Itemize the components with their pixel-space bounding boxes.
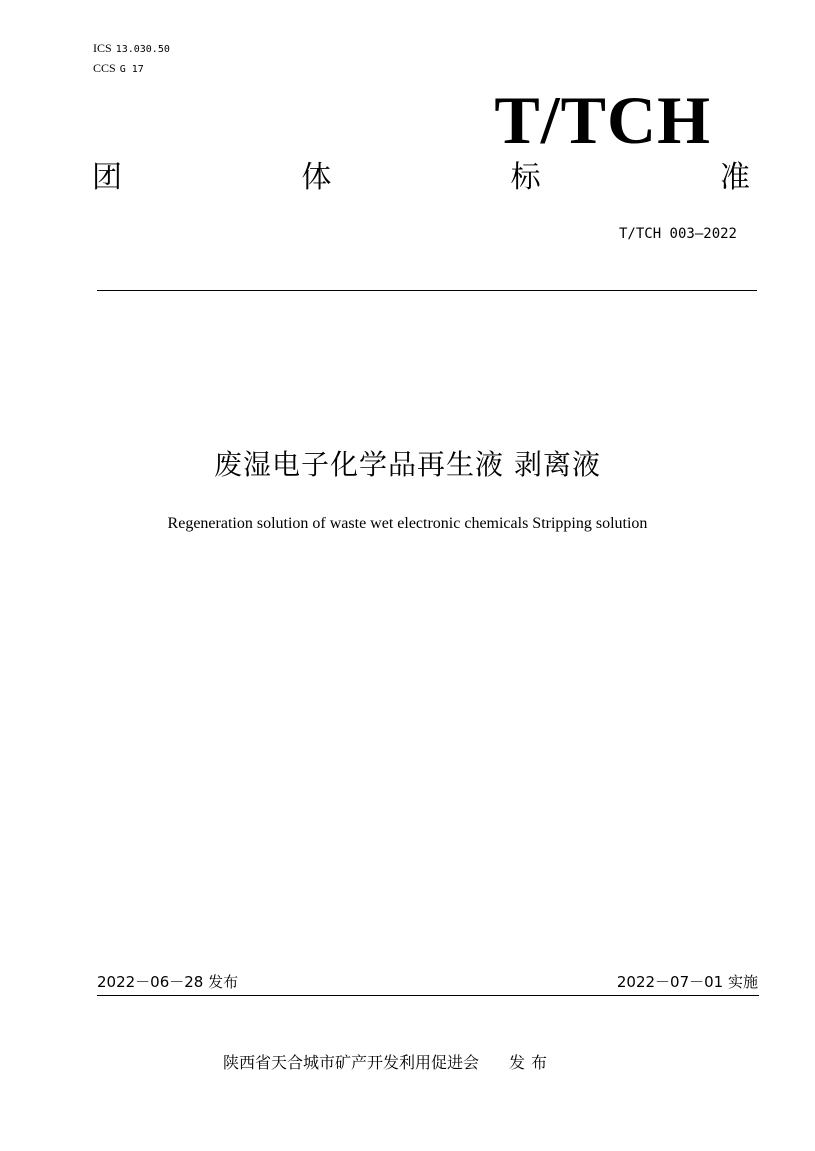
ccs-line <box>93 62 144 76</box>
standard-logo: T/TCH <box>494 82 711 158</box>
standard-type-char: 准 <box>719 160 750 195</box>
ccs-value: G 17 <box>119 64 144 75</box>
ics-label: ICS <box>93 41 112 55</box>
publisher-line <box>223 1052 553 1074</box>
publish-date: 2022－06－28 发布 <box>97 973 239 991</box>
standard-type-char: 标 <box>510 160 541 195</box>
standard-number: T/TCH 003—2022 <box>618 226 737 242</box>
publisher-name: 陕西省天合城市矿产开发利用促进会 <box>223 1053 480 1072</box>
document-title-en: Regeneration solution of waste wet electronic chemicals Stripping solution <box>167 515 648 532</box>
bottom-divider <box>97 995 759 996</box>
standard-type-heading <box>92 160 750 196</box>
ics-line <box>93 42 170 56</box>
standard-type-char: 团 <box>92 160 122 195</box>
implement-date: 2022－07－01 实施 <box>616 973 758 991</box>
top-divider <box>97 290 757 291</box>
ccs-label: CCS <box>93 61 116 75</box>
ics-value: 13.030.50 <box>115 44 170 55</box>
standard-type-char: 体 <box>301 160 332 195</box>
document-title-cn: 废湿电子化学品再生液 剥离液 <box>214 448 601 481</box>
publisher-action: 发布 <box>509 1053 554 1072</box>
